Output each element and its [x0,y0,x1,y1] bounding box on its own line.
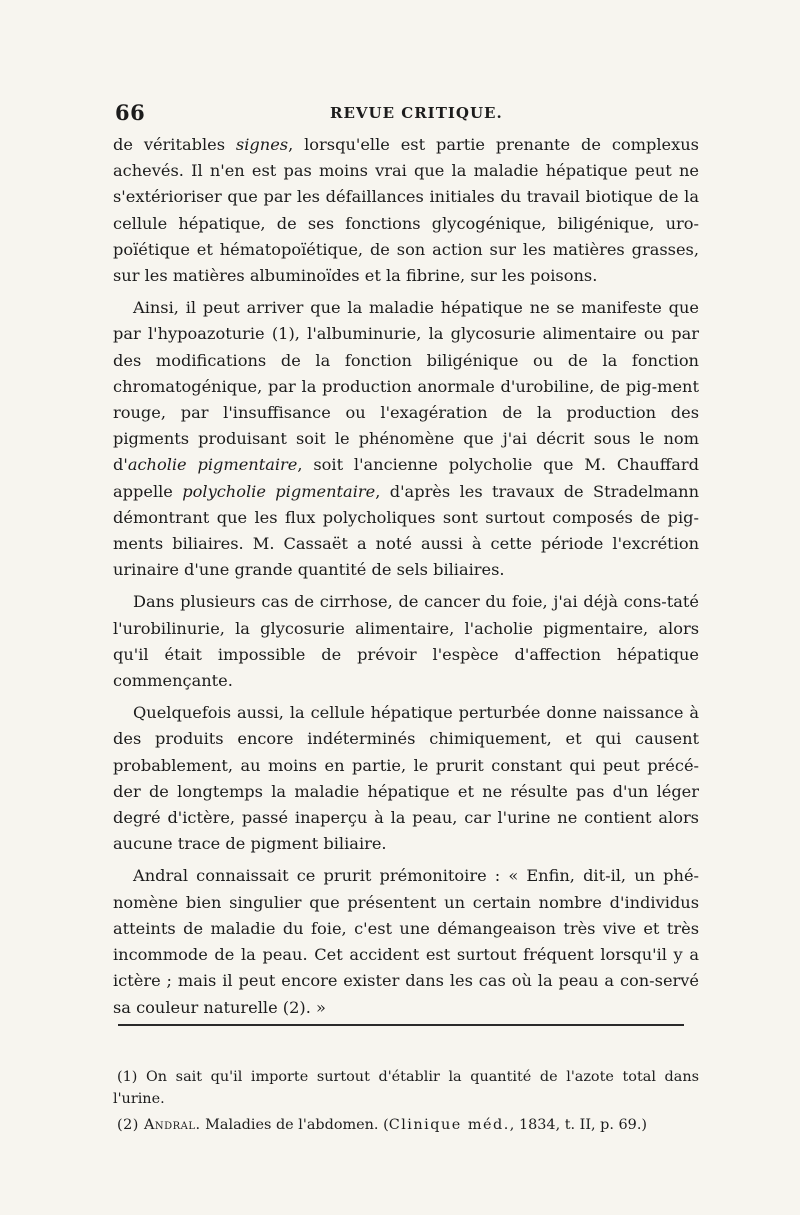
footnote-2: (2) Andral. Maladies de l'abdomen. (Clinique méd., 1834, t. II, p. 69.) [117,1117,648,1133]
footnote-1: (1) On sait qu'il importe surtout d'établir la quantité de l'azote total dans l'urine. [113,1069,699,1107]
paragraph-2: Ainsi, il peut arriver que la maladie hépatique ne se manifeste que par l'hypoazoturie (1), l'albuminurie, la glycosurie alimentaire ou par des modifications de la fonction biligénique ou de la fonction chromatogénique, par la production anormale d'urobiline, de pig-ment rouge, par l'insuffisance ou l'exagération de la production des pigments produisant soit le phénomène que j'ai décrit sous le nom d'acholie pigmentaire, soit l'ancienne polycholie que M. Chauffard appelle polycholie pigmentaire, d'après les travaux de Stradelmann démontrant que les flux polycholiques sont surtout composés de pig-ments biliaires. M. Cassaët a noté aussi à cette période l'excrétion urinaire d'une grande quantité de sels biliaires. [113,298,699,580]
page-number: 66 [115,100,146,125]
paragraph-4: Quelquefois aussi, la cellule hépatique perturbée donne naissance à des produits encore indéterminés chimiquement, et qui causent probablement, au moins en partie, le prurit constant qui peut précé-der de longtemps la maladie hépatique et ne résulte pas d'un léger degré d'ictère, passé inaperçu à la peau, car l'urine ne contient alors aucune trace de pigment biliaire. [113,703,699,854]
paragraph-5: Andral connaissait ce prurit prémonitoire : « Enfin, dit-il, un phé-nomène bien singulier que présentent un certain nombre d'individus atteints de maladie du foie, c'est une démangeaison très vive et très incommode de la peau. Cet accident est surtout fréquent lorsqu'il y a ictère ; mais il peut encore exister dans les cas où la peau a con-servé sa couleur naturelle (2). » [113,866,699,1017]
page-header [115,100,695,128]
emphasis-polycholie: polycholie pigmentaire [182,481,376,501]
emphasis-acholie: acholie pigmentaire [127,455,298,475]
footnote-author: (2) Andral. [117,1117,201,1133]
paragraph-1: de véritables signes, lorsqu'elle est partie prenante de complexus achevés. Il n'en est pas moins vrai que la maladie hépatique peut ne s'extérioriser que par les défaillances initiales du travail biotique de la cellule hépatique, de ses fonctions glycogénique, biligénique, uro-poïétique et hématopoïétique, de son action sur les matières grasses, sur les matières albuminoïdes et la fibrine, sur les poisons. [113,135,699,286]
body-text [113,132,699,1021]
emphasis-signes: signes [235,135,289,154]
footnote-source: Clinique méd. [388,1117,510,1133]
paragraph-3: Dans plusieurs cas de cirrhose, de cancer du foie, j'ai déjà cons-taté l'urobilinurie, la glycosurie alimentaire, l'acholie pigmentaire, alors qu'il était impossible de prévoir l'espèce d'affection hépatique commençante. [113,592,699,691]
footnote-divider [118,1024,684,1026]
footnotes [113,1066,699,1136]
running-head: REVUE CRITIQUE. [330,104,503,122]
